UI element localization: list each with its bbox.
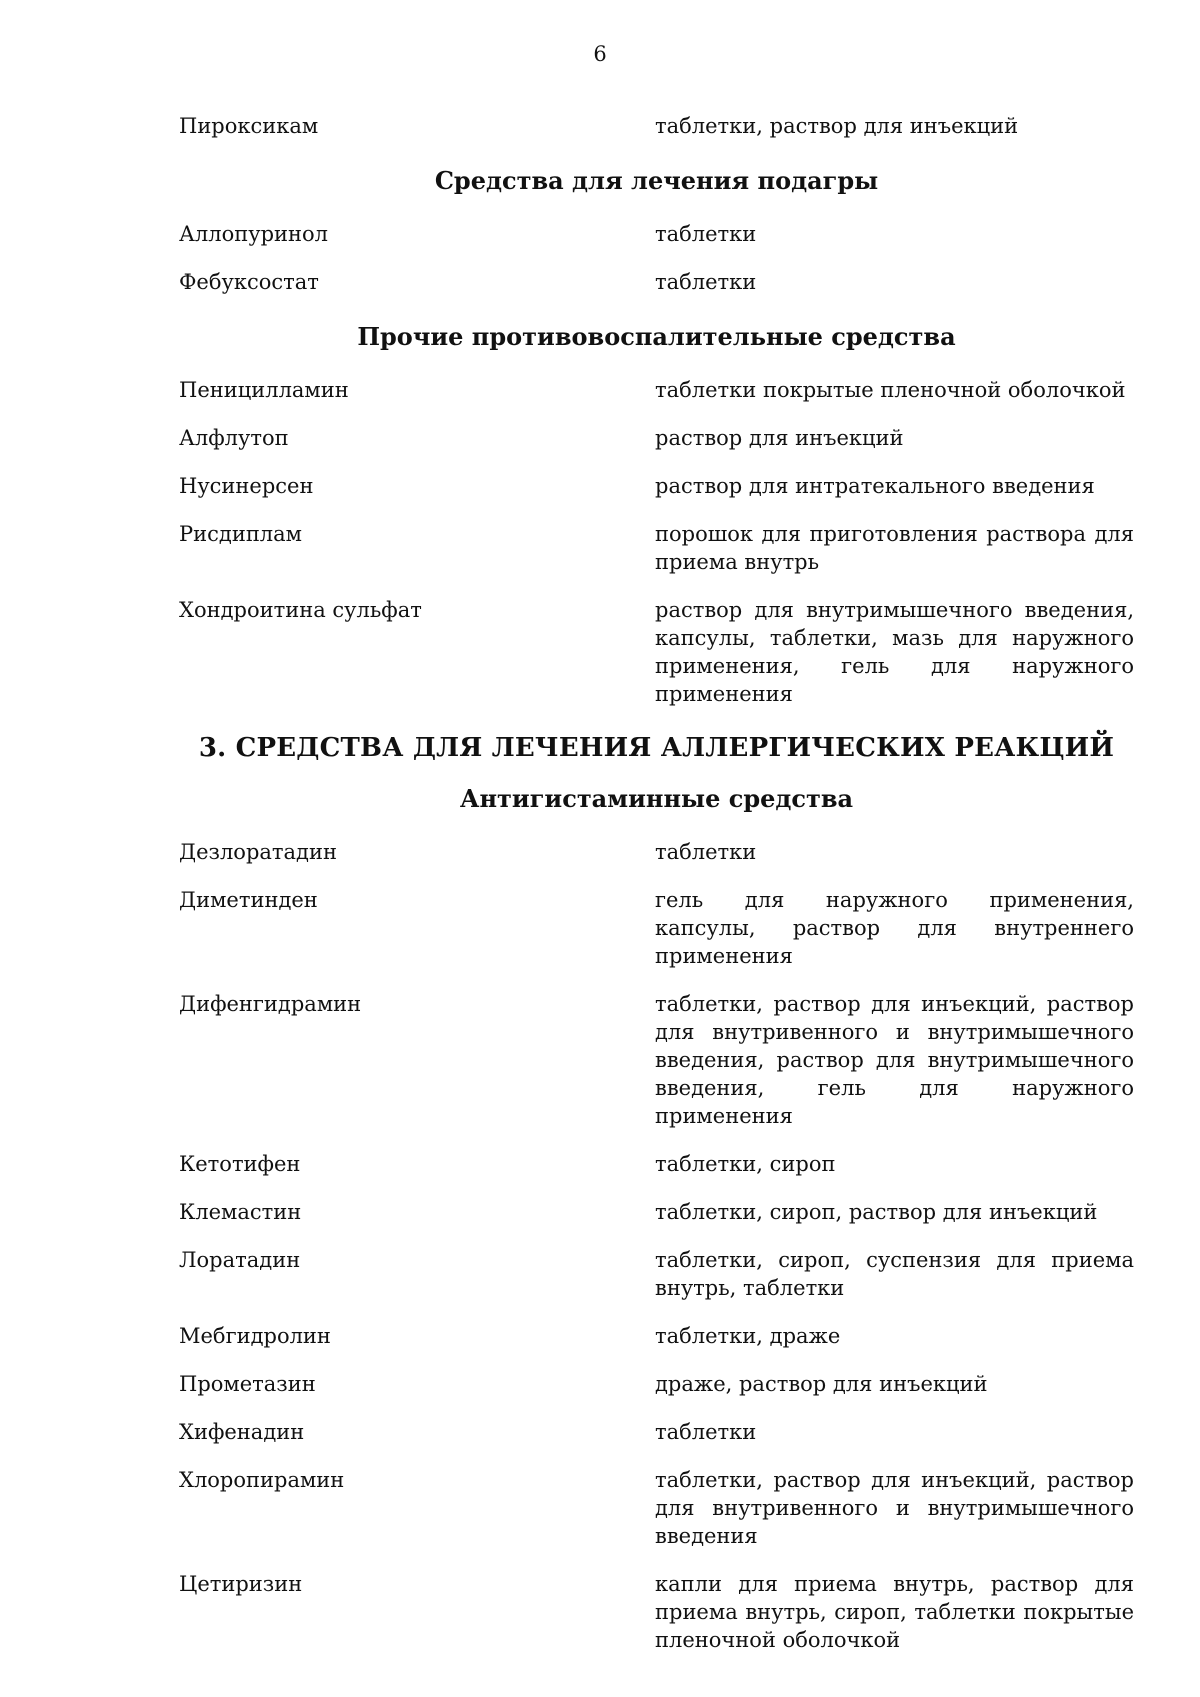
drug-name: Цетиризин	[179, 1572, 303, 1596]
section-heading: Прочие противовоспалительные средства	[357, 322, 956, 351]
drug-form: таблетки, сироп	[655, 1152, 836, 1176]
table-row	[179, 268, 1134, 296]
drug-name: Нусинерсен	[179, 474, 314, 498]
drug-name: Клемастин	[179, 1200, 302, 1224]
drug-form: таблетки, драже	[655, 1324, 841, 1348]
drug-name: Дифенгидрамин	[179, 992, 362, 1016]
drug-form: таблетки, сироп, раствор для инъекций	[655, 1200, 1098, 1224]
drug-form: таблетки, раствор для инъекций, раствор для внутривенного и внутримышечного введения	[655, 1468, 1134, 1548]
table-row	[179, 112, 1134, 140]
chapter-heading: 3. СРЕДСТВА ДЛЯ ЛЕЧЕНИЯ АЛЛЕРГИЧЕСКИХ РЕАКЦИЙ	[198, 733, 1115, 763]
drug-form: раствор для инъекций	[655, 426, 904, 450]
table-row	[179, 886, 1134, 970]
drug-name: Диметинден	[179, 888, 318, 912]
drug-name: Кетотифен	[179, 1152, 301, 1176]
drug-form: таблетки покрытые пленочной оболочкой	[655, 378, 1126, 402]
section-heading: Антигистаминные средства	[459, 784, 854, 813]
table-row	[179, 1370, 1134, 1398]
drug-name: Хондроитина сульфат	[179, 598, 422, 622]
drug-name: Хифенадин	[179, 1420, 305, 1444]
table-row	[179, 1418, 1134, 1446]
drug-form: таблетки	[655, 840, 757, 864]
drug-name: Пироксикам	[179, 114, 319, 138]
drug-form: таблетки	[655, 1420, 757, 1444]
table-row	[179, 520, 1134, 576]
drug-name: Пеницилламин	[179, 378, 349, 402]
drug-name: Дезлоратадин	[179, 840, 337, 864]
drug-name: Алфлутоп	[179, 426, 289, 450]
drug-form: таблетки	[655, 222, 757, 246]
drug-form: таблетки, сироп, суспензия для приема внутрь, таблетки	[655, 1248, 1134, 1300]
drug-form: гель для наружного применения, капсулы, раствор для внутреннего применения	[655, 888, 1134, 968]
table-row	[179, 990, 1134, 1130]
drug-name: Аллопуринол	[179, 222, 328, 246]
table-row	[179, 220, 1134, 248]
section-gout	[179, 166, 1134, 296]
drug-form: драже, раствор для инъекций	[655, 1372, 988, 1396]
section-heading: Средства для лечения подагры	[434, 166, 879, 195]
table-row	[179, 424, 1134, 452]
drug-name: Прометазин	[179, 1372, 316, 1396]
drug-name: Лоратадин	[179, 1248, 301, 1272]
drug-form: раствор для интратекального введения	[655, 474, 1095, 498]
drug-list	[179, 112, 1134, 1674]
table-row	[179, 1198, 1134, 1226]
drug-name: Фебуксостат	[179, 270, 319, 294]
drug-form: таблетки, раствор для инъекций, раствор для внутривенного и внутримышечного введения, раствор для внутримышечного введения, гель для наружного применения	[655, 992, 1134, 1128]
table-row	[179, 1570, 1134, 1654]
table-row	[179, 596, 1134, 708]
drug-name: Мебгидролин	[179, 1324, 331, 1348]
section-anti-inflammatory-continued	[179, 112, 1134, 140]
drug-form: раствор для внутримышечного введения, капсулы, таблетки, мазь для наружного применения, гель для наружного применения	[655, 598, 1134, 706]
drug-form: капли для приема внутрь, раствор для приема внутрь, сироп, таблетки покрытые пленочной оболочкой	[655, 1572, 1134, 1652]
table-row	[179, 1322, 1134, 1350]
table-row	[179, 838, 1134, 866]
drug-name: Хлоропирамин	[179, 1468, 345, 1492]
drug-form: таблетки	[655, 270, 757, 294]
drug-form: порошок для приготовления раствора для приема внутрь	[655, 522, 1134, 574]
section-other-anti-inflammatory	[179, 322, 1134, 708]
table-row	[179, 1150, 1134, 1178]
section-allergy	[179, 732, 1134, 1654]
table-row	[179, 376, 1134, 404]
table-row	[179, 1246, 1134, 1302]
drug-form: таблетки, раствор для инъекций	[655, 114, 1019, 138]
table-row	[179, 1466, 1134, 1550]
page-number: 6	[593, 42, 607, 66]
table-row	[179, 472, 1134, 500]
drug-name: Рисдиплам	[179, 522, 303, 546]
